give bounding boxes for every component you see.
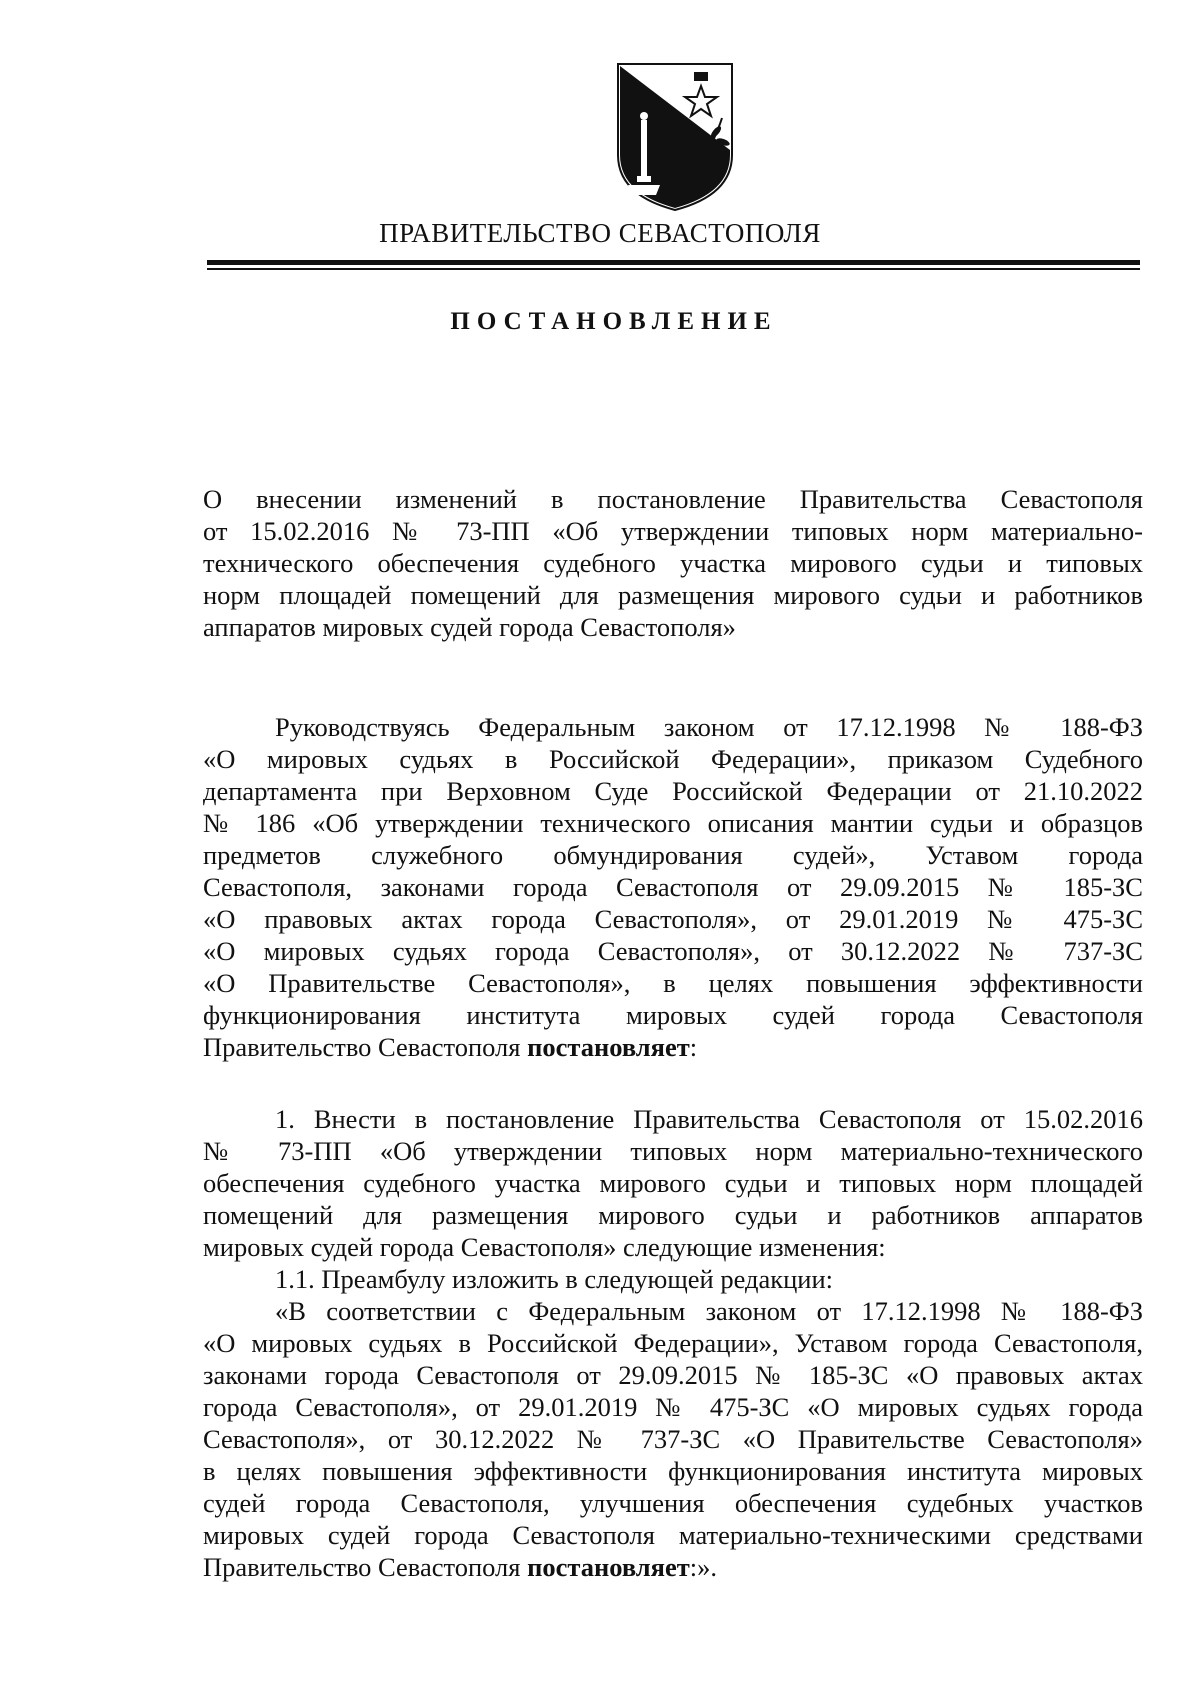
- header-divider: [207, 260, 1140, 270]
- item-line: мировых судей города Севастополя» следующие изменения:: [203, 1232, 886, 1262]
- preamble-last-suffix: :: [689, 1032, 698, 1062]
- item-1-paragraph: [203, 1103, 1143, 1583]
- item-line: города Севастополя», от 29.01.2019 № 475-ЗС «О мировых судьях города: [203, 1392, 1143, 1422]
- item-line: № 73-ПП «Об утверждении типовых норм материально-технического: [203, 1136, 1143, 1166]
- item-line: 1.1. Преамбулу изложить в следующей редакции:: [275, 1264, 834, 1294]
- title-line: аппаратов мировых судей города Севастополя»: [203, 612, 736, 642]
- item-last-suffix: :».: [689, 1552, 718, 1582]
- preamble-line: департамента при Верховном Суде Российской Федерации от 21.10.2022: [203, 776, 1143, 806]
- coat-of-arms-emblem: [610, 60, 740, 215]
- preamble-last-prefix: Правительство Севастополя: [203, 1032, 528, 1062]
- preamble-line: предметов служебного обмундирования судей», Уставом города: [203, 840, 1143, 870]
- resolves-keyword: постановляет: [527, 1032, 690, 1062]
- preamble-line: «О правовых актах города Севастополя», от 29.01.2019 № 475-ЗС: [203, 904, 1143, 934]
- item-line: помещений для размещения мирового судьи и работников аппаратов: [203, 1200, 1143, 1230]
- preamble-line: «О Правительстве Севастополя», в целях повышения эффективности: [203, 968, 1143, 998]
- organization-name: ПРАВИТЕЛЬСТВО СЕВАСТОПОЛЯ: [379, 218, 821, 248]
- item-line: Севастополя», от 30.12.2022 № 737-ЗС «О Правительстве Севастополя»: [203, 1424, 1143, 1454]
- resolves-keyword: постановляет: [527, 1552, 690, 1582]
- title-line: технического обеспечения судебного участка мирового судьи и типовых: [203, 548, 1143, 578]
- document-type-heading: ПОСТАНОВЛЕНИЕ: [450, 308, 778, 335]
- document-title: [203, 483, 1143, 643]
- preamble-line: функционирования института мировых судей города Севастополя: [203, 1000, 1143, 1030]
- preamble-line: «О мировых судьях в Российской Федерации», приказом Судебного: [203, 744, 1143, 774]
- item-line: «В соответствии с Федеральным законом от 17.12.1998 № 188-ФЗ: [275, 1296, 1143, 1326]
- preamble-line: Севастополя, законами города Севастополя от 29.09.2015 № 185-ЗС: [203, 872, 1143, 902]
- title-line: от 15.02.2016 № 73-ПП «Об утверждении типовых норм материально-: [203, 516, 1143, 546]
- item-line: мировых судей города Севастополя материально-техническими средствами: [203, 1520, 1143, 1550]
- title-line: норм площадей помещений для размещения мирового судьи и работников: [203, 580, 1143, 610]
- item-line: законами города Севастополя от 29.09.2015 № 185-ЗС «О правовых актах: [203, 1360, 1143, 1390]
- preamble-line: Руководствуясь Федеральным законом от 17.12.1998 № 188-ФЗ: [275, 712, 1143, 742]
- preamble-line: «О мировых судьях города Севастополя», от 30.12.2022 № 737-ЗС: [203, 936, 1143, 966]
- item-last-prefix: Правительство Севастополя: [203, 1552, 528, 1582]
- item-last-line: [203, 1551, 1143, 1583]
- item-line: «О мировых судьях в Российской Федерации», Уставом города Севастополя,: [203, 1328, 1143, 1358]
- item-line: обеспечения судебного участка мирового судьи и типовых норм площадей: [203, 1168, 1143, 1198]
- preamble-last-line: [203, 1031, 1143, 1063]
- preamble-line: № 186 «Об утверждении технического описания мантии судьи и образцов: [203, 808, 1143, 838]
- item-line: 1. Внести в постановление Правительства Севастополя от 15.02.2016: [275, 1104, 1143, 1134]
- title-line: О внесении изменений в постановление Правительства Севастополя: [203, 484, 1143, 514]
- item-line: в целях повышения эффективности функционирования института мировых: [203, 1456, 1143, 1486]
- preamble-paragraph: [203, 711, 1143, 1063]
- item-line: судей города Севастополя, улучшения обеспечения судебных участков: [203, 1488, 1143, 1518]
